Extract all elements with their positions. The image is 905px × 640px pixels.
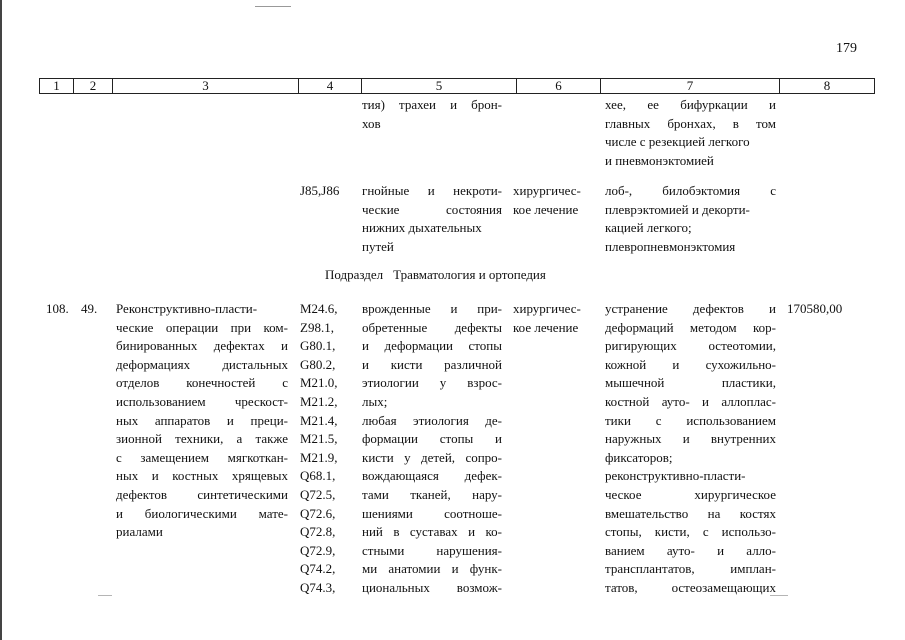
code-line: Q68.1,	[300, 468, 336, 484]
header-col-6: 6	[517, 79, 601, 93]
row-108-col6	[513, 300, 581, 337]
header-col-7: 7	[601, 79, 780, 93]
text-line: ных аппаратов и преци-	[116, 412, 288, 428]
text-line: кацией легкого;	[605, 220, 692, 236]
code-line: Z98.1,	[300, 319, 334, 335]
scan-mark-bottom	[98, 595, 112, 596]
text-line: кое лечение	[513, 201, 579, 217]
text-line: ригирующих остеотомии,	[605, 338, 776, 354]
row-j85-col7	[605, 182, 776, 256]
row-108-col3	[116, 300, 288, 542]
text-line: Реконструктивно-пласти-	[116, 301, 258, 316]
code-line: M24.6,	[300, 301, 338, 316]
header-col-2: 2	[74, 79, 113, 93]
header-col-1: 1	[40, 79, 74, 93]
header-col-4: 4	[299, 79, 362, 93]
text-line: татов, остеозамещающих	[605, 579, 776, 595]
text-line: плевропневмонэктомия	[605, 238, 736, 254]
text-line: стопы, кисти, с использо-	[605, 524, 776, 540]
text-line: ми анатомии и функ-	[362, 561, 502, 577]
continued-col5	[362, 96, 502, 133]
text-line: любая этиология де-	[362, 412, 502, 428]
text-line: ных и костных хрящевых	[116, 468, 288, 484]
text-line: плеврэктомией и декорти-	[605, 201, 750, 217]
text-line: использованием чрескост-	[116, 393, 288, 409]
code-line: G80.1,	[300, 338, 336, 354]
row-j85-codes: J85,J86	[300, 183, 340, 198]
text-line: деформаций методом кор-	[605, 319, 776, 335]
text-line: костной ауто- и аллоплас-	[605, 393, 776, 409]
page-number: 179	[836, 41, 857, 56]
text-line: трансплантатов, имплан-	[605, 561, 776, 577]
row-108-col7	[605, 300, 776, 598]
text-line: и кисти различной	[362, 356, 502, 372]
page-left-edge	[0, 0, 2, 640]
row-108-col5	[362, 300, 502, 598]
text-line: стными нарушения-	[362, 542, 502, 558]
text-line: и деформации стопы	[362, 338, 502, 354]
text-line: тами тканей, нару-	[362, 486, 502, 502]
text-line: ний в суставах и ко-	[362, 524, 502, 540]
text-line: циональных возмож-	[362, 579, 502, 595]
table-header-row	[39, 78, 875, 94]
text-line: и пневмонэктомией	[605, 152, 714, 168]
subsection-title: Травматология и ортопедия	[393, 267, 546, 282]
text-line: ческие операции при ком-	[116, 319, 288, 335]
text-line: тия) трахеи и брон-	[362, 97, 502, 112]
text-line: хее, ее бифуркации и	[605, 97, 776, 112]
text-line: ванием ауто- и алло-	[605, 542, 776, 558]
row-108-price: 170580,00	[787, 301, 843, 316]
text-line: мышечной пластики,	[605, 375, 776, 391]
text-line: вмешательство на костях	[605, 505, 776, 521]
text-line: кое лечение	[513, 319, 579, 335]
row-108-codes	[300, 300, 338, 598]
code-line: Q72.5,	[300, 486, 336, 502]
text-line: кисти у детей, сопро-	[362, 449, 502, 465]
code-line: M21.4,	[300, 412, 338, 428]
text-line: обретенные дефекты	[362, 319, 502, 335]
text-line: этиологии у взрос-	[362, 375, 502, 391]
subsection-heading	[325, 266, 556, 285]
code-line: Q74.2,	[300, 561, 336, 577]
code-line: Q72.8,	[300, 524, 336, 540]
continued-col7	[605, 96, 776, 170]
header-col-3: 3	[113, 79, 299, 93]
text-line: бинированных дефектах и	[116, 338, 288, 354]
text-line: отделов конечностей с	[116, 375, 288, 391]
code-line: M21.0,	[300, 375, 338, 391]
text-line: тики с использованием	[605, 412, 776, 428]
text-line: хирургичес-	[513, 183, 581, 198]
code-line: Q74.3,	[300, 579, 336, 595]
code-line: M21.2,	[300, 393, 338, 409]
text-line: хов	[362, 115, 381, 131]
code-line: G80.2,	[300, 356, 336, 372]
text-line: наружных и внутренних	[605, 431, 776, 447]
text-line: формации стопы и	[362, 431, 502, 447]
text-line: хирургичес-	[513, 301, 581, 316]
text-line: риалами	[116, 524, 163, 540]
text-line: зионной техники, а также	[116, 431, 288, 447]
text-line: лых;	[362, 393, 388, 409]
text-line: лоб-, билобэктомия с	[605, 183, 776, 198]
text-line: и биологическими мате-	[116, 505, 288, 521]
text-line: ческое хирургическое	[605, 486, 776, 502]
text-line: ческие состояния	[362, 201, 502, 217]
text-line: врожденные и при-	[362, 301, 502, 316]
text-line: гнойные и некроти-	[362, 183, 502, 198]
row-108-subnumber: 49.	[81, 301, 98, 316]
scan-mark-top	[255, 6, 291, 7]
code-line: M21.5,	[300, 431, 338, 447]
code-line: Q72.9,	[300, 542, 336, 558]
header-col-5: 5	[362, 79, 517, 93]
text-line: фиксаторов;	[605, 449, 673, 465]
code-line: M21.9,	[300, 449, 338, 465]
row-108-number: 108.	[46, 301, 69, 316]
text-line: реконструктивно-пласти-	[605, 468, 746, 484]
text-line: главных бронхах, в том	[605, 115, 776, 131]
text-line: нижних дыхательных	[362, 220, 482, 236]
text-line: с замещением мягкоткан-	[116, 449, 288, 465]
text-line: кожной и сухожильно-	[605, 356, 776, 372]
text-line: деформациях дистальных	[116, 356, 288, 372]
row-j85-col5	[362, 182, 502, 256]
text-line: путей	[362, 238, 394, 254]
subsection-label: Подраздел	[325, 267, 384, 282]
code-line: Q72.6,	[300, 505, 336, 521]
row-j85-col6	[513, 182, 581, 219]
text-line: устранение дефектов и	[605, 301, 776, 316]
text-line: дефектов синтетическими	[116, 486, 288, 502]
text-line: числе с резекцией легкого	[605, 134, 750, 150]
header-col-8: 8	[823, 78, 831, 93]
text-line: шениями соотноше-	[362, 505, 502, 521]
text-line: вождающаяся дефек-	[362, 468, 502, 484]
